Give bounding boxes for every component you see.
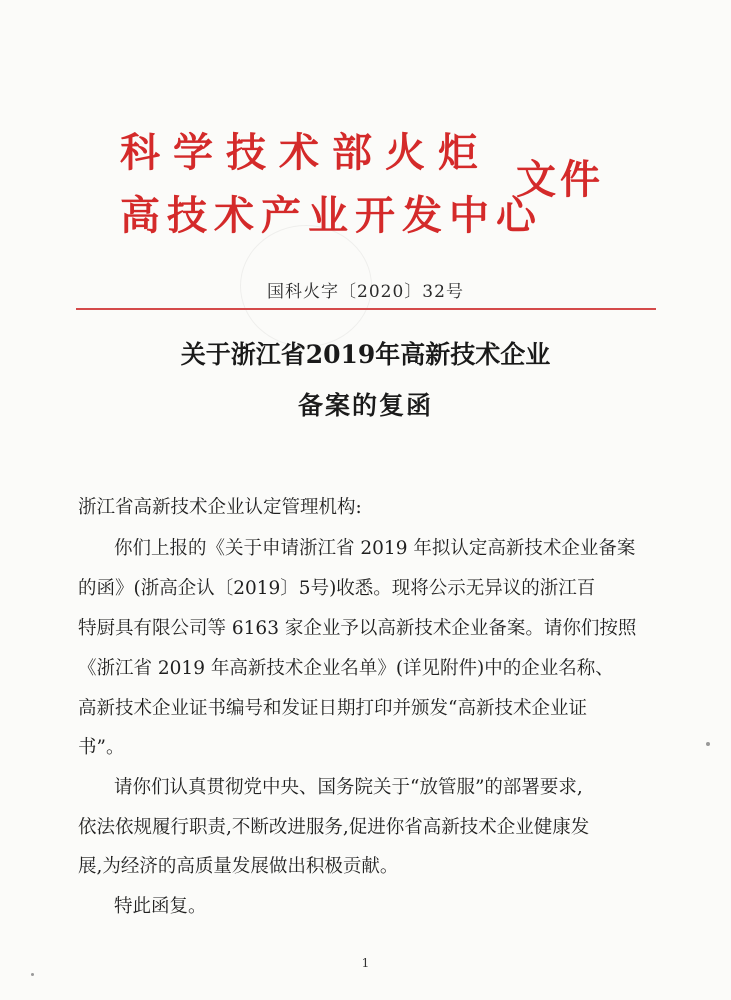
header-divider xyxy=(76,308,656,310)
body-line: 请你们认真贯彻党中央、国务院关于“放管服”的部署要求, xyxy=(114,777,583,798)
page-number: 1 xyxy=(361,956,370,970)
issuer-name-line-1: 科学技术部火炬 xyxy=(120,130,491,176)
body-line: 展,为经济的高质量发展做出积极贡献。 xyxy=(78,856,399,877)
closing-line: 特此函复。 xyxy=(114,896,207,917)
body-line: 《浙江省 2019 年高新技术企业名单》(详见附件)中的企业名称、 xyxy=(78,658,614,679)
body-line: 的函》(浙高企认〔2019〕5号)收悉。现将公示无异议的浙江百 xyxy=(78,578,596,599)
body-line: 依法依规履行职责,不断改进服务,促进你省高新技术企业健康发 xyxy=(78,817,590,838)
document-number: 国科火字〔2020〕32号 xyxy=(267,282,464,302)
scan-speck xyxy=(31,973,34,976)
document-title-line-2: 备案的复函 xyxy=(297,391,433,420)
body-line: 特厨具有限公司等 6163 家企业予以高新技术企业备案。请你们按照 xyxy=(78,618,637,639)
body-line: 你们上报的《关于申请浙江省 2019 年拟认定高新技术企业备案 xyxy=(114,538,636,559)
document-label: 文件 xyxy=(516,157,604,203)
scan-speck xyxy=(706,742,710,746)
issuer-name-line-2: 高技术产业开发中心 xyxy=(120,193,543,239)
body-line: 书”。 xyxy=(78,737,125,758)
document-title-line-1: 关于浙江省2019年高新技术企业 xyxy=(180,340,551,369)
salutation: 浙江省高新技术企业认定管理机构: xyxy=(78,497,362,518)
body-line: 高新技术企业证书编号和发证日期打印并颁发“高新技术企业证 xyxy=(78,698,587,719)
